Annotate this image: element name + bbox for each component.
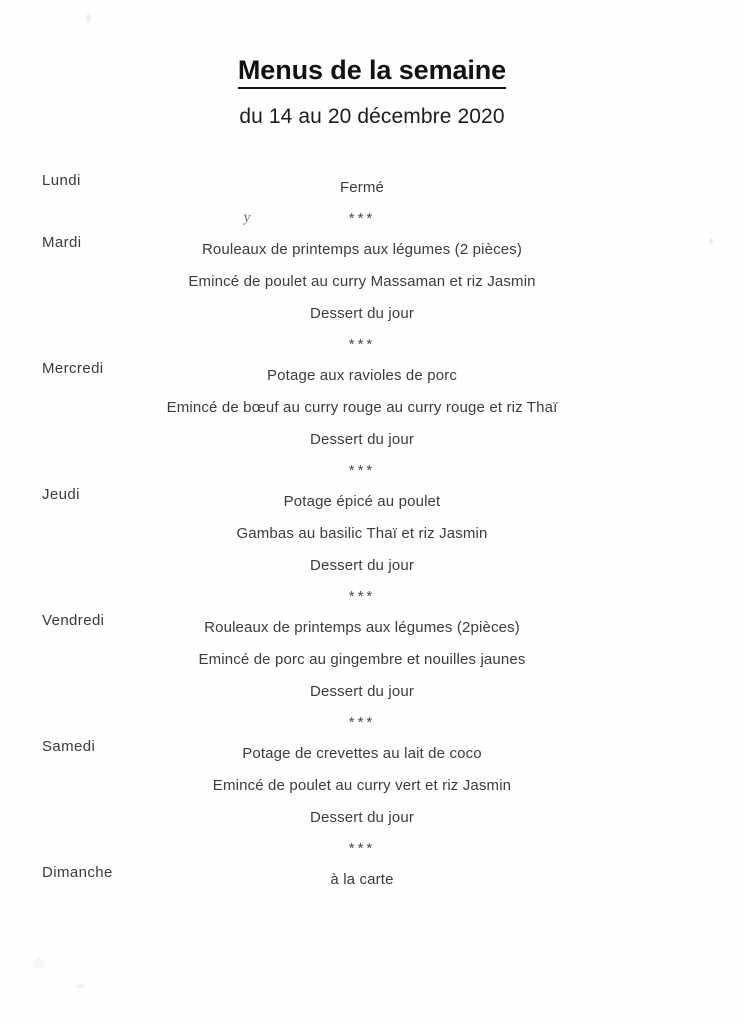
dish-item: Dessert du jour [310,305,414,322]
day-label: Lundi [42,172,81,189]
page-title: Menus de la semaine [238,56,506,89]
scan-speck-artifact [76,984,85,988]
day-block [0,360,744,456]
dish-list [0,360,744,456]
page-subtitle-date-range: du 14 au 20 décembre 2020 [239,104,505,128]
scan-speck-artifact [86,14,91,23]
dish-list [0,486,744,582]
day-block [0,612,744,708]
dish-item: à la carte [330,871,394,888]
section-separator: *** [348,588,376,605]
dish-item: Emincé de porc au gingembre et nouilles jaunes [198,651,526,668]
day-block [0,864,744,896]
section-separator: *** [348,714,376,731]
dish-item: Emincé de poulet au curry vert et riz Jasmin [212,777,512,794]
dish-item: Fermé [339,179,385,196]
dish-item: Dessert du jour [310,557,414,574]
dish-item: Dessert du jour [310,431,414,448]
dish-item: Potage épicé au poulet [283,493,441,510]
dish-item: Potage aux ravioles de porc [267,367,457,384]
day-block [0,738,744,834]
day-block [0,486,744,582]
day-label: Jeudi [42,486,80,503]
dish-item: Potage de crevettes au lait de coco [242,745,482,762]
day-block [0,234,744,330]
weekly-menu-list [0,172,744,896]
dish-item: Gambas au basilic Thaï et riz Jasmin [236,525,488,542]
dish-list [0,612,744,708]
dish-item: Emincé de bœuf au curry rouge au curry rouge et riz Thaï [166,399,558,416]
ink-mark-artifact: y [242,209,252,227]
day-label: Dimanche [42,864,113,881]
dish-list [0,172,744,204]
day-label: Mercredi [42,360,104,377]
section-separator: *** [348,840,376,857]
dish-list [0,738,744,834]
day-block [0,172,744,204]
dish-item: Emincé de poulet au curry Massaman et riz Jasmin [188,273,536,290]
section-separator: *** [348,462,376,479]
dish-list [0,234,744,330]
dish-item: Rouleaux de printemps aux légumes (2pièces) [204,619,520,636]
dish-item: Dessert du jour [310,683,414,700]
dish-item: Rouleaux de printemps aux légumes (2 pièces) [201,241,523,258]
section-separator: *** [348,336,376,353]
day-label: Vendredi [42,612,105,629]
scan-speck-artifact [33,958,44,969]
document-header [0,56,744,129]
day-label: Samedi [42,738,96,755]
section-separator: *** [348,210,376,227]
day-label: Mardi [42,234,82,251]
dish-item: Dessert du jour [310,809,414,826]
